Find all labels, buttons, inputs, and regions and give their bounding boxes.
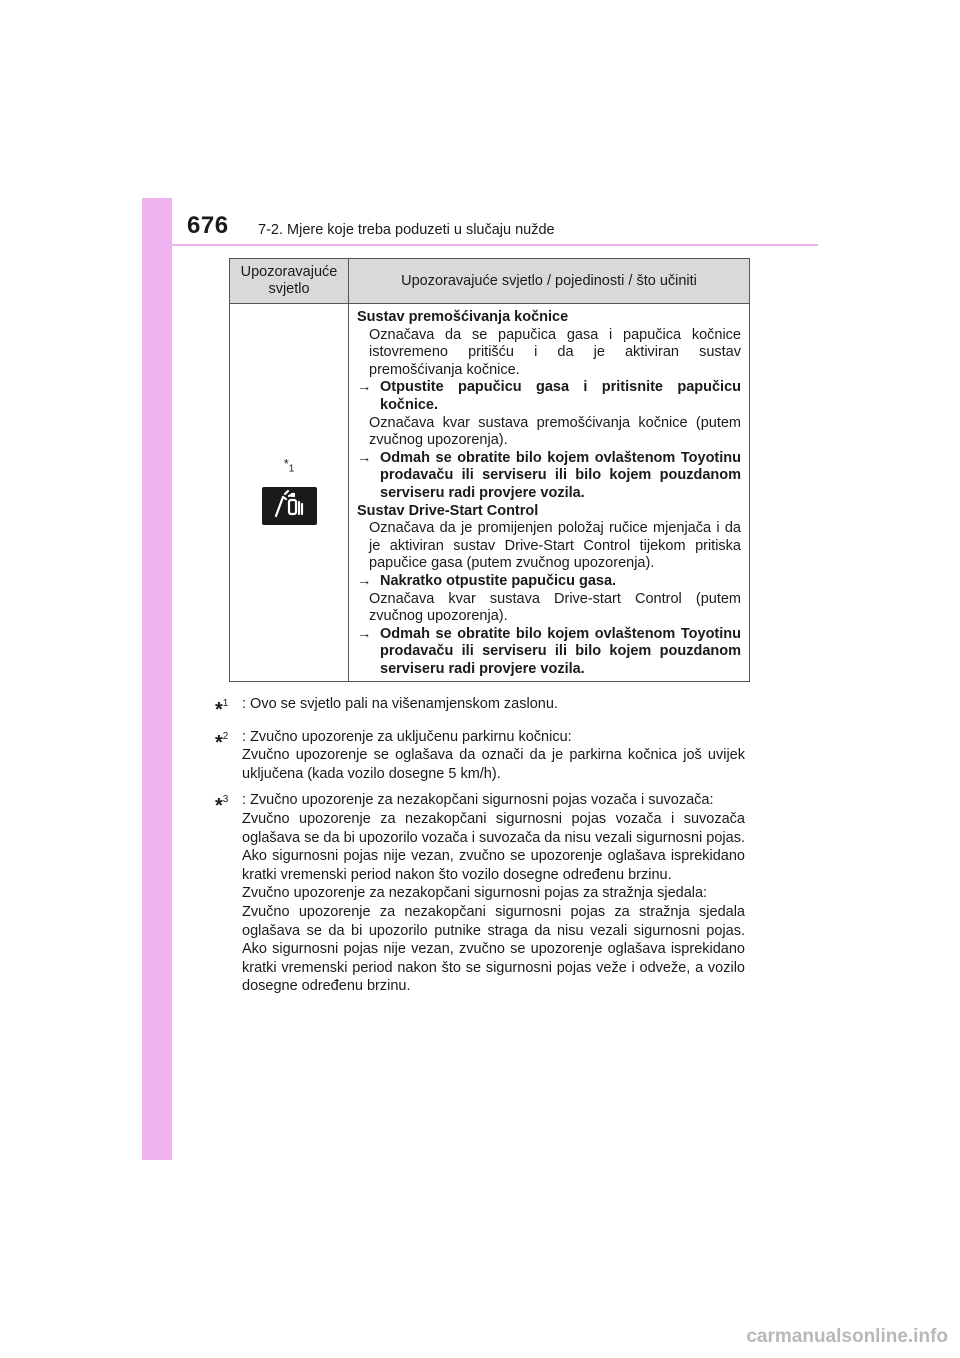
action-instruction: [357, 379, 741, 414]
description-text: Označava da je promijenjen položaj ručice mjenjača i da je aktiviran sustav Drive-Start Control tijekom pritiska papučice gasa (putem zvučnog upozorenja).: [369, 520, 741, 572]
warning-light-details: [349, 304, 750, 682]
watermark: carmanualsonline.info: [746, 1326, 948, 1347]
arrow-right-icon: →: [357, 379, 372, 396]
footnote-text: [242, 728, 745, 784]
page-number: 676: [187, 212, 229, 239]
warning-light-cell: [230, 304, 349, 682]
footnote: [215, 695, 745, 720]
footnote-text: [242, 791, 745, 996]
footnote-line: : Ovo se svjetlo pali na višenamjenskom zaslonu.: [242, 696, 558, 712]
action-text: Otpustite papučicu gasa i pritisnite papučicu kočnice.: [380, 379, 741, 413]
system-heading: Sustav premošćivanja kočnice: [357, 309, 569, 325]
column-header-light: Upozoravajuće svjetlo: [230, 259, 349, 304]
description-text: Označava kvar sustava Drive-start Control (putem zvučnog upozorenja).: [369, 590, 741, 625]
footnote-paragraph: Zvučno upozorenje za nezakopčani sigurnosni pojas za stražnja sjedala oglašava se da bi upozorilo putnike straga da nisu vezali sigurnosni pojas. Ako sigurnosni pojas nije vezan, zvučno se upozorenje oglašava isprekidano kratki vremenski period nakon što se sigurnosni pojas veže i odveže, a vozilo dosegne određenu brzinu.: [242, 903, 745, 995]
warning-light-table: [229, 258, 750, 682]
footnotes: [215, 695, 745, 1004]
action-text: Nakratko otpustite papučicu gasa.: [380, 572, 617, 589]
action-instruction: [357, 626, 741, 679]
footnote-line: : Zvučno upozorenje za nezakopčani sigurnosni pojas vozača i suvozača:: [242, 792, 714, 809]
action-instruction: [357, 573, 741, 591]
footnote-marker: *$^1$: [215, 698, 229, 721]
column-header-details: Upozoravajuće svjetlo / pojedinosti / što učiniti: [349, 259, 750, 304]
system-heading: Sustav Drive-Start Control: [357, 502, 539, 519]
footnote-text: [242, 695, 745, 720]
table-row: [230, 304, 750, 682]
chapter-side-band: [142, 198, 172, 1160]
footnote: [215, 728, 745, 784]
header-rule: [142, 244, 818, 246]
action-text: Odmah se obratite bilo kojem ovlaštenom Toyotinu prodavaču ili serviseru ili bilo kojem pouzdanom serviseru radi provjere vozila.: [380, 449, 741, 501]
arrow-right-icon: →: [357, 625, 372, 642]
action-instruction: [357, 450, 741, 503]
footnote-marker: *$^3$: [215, 794, 229, 818]
footnote-line: Zvučno upozorenje za nezakopčani sigurnosni pojas za stražnja sjedala:: [242, 885, 708, 902]
footnote: [215, 791, 745, 996]
action-text: Odmah se obratite bilo kojem ovlaštenom Toyotinu prodavaču ili serviseru ili bilo kojem pouzdanom serviseru radi provjere vozila.: [380, 625, 741, 677]
footnote-line: : Zvučno upozorenje za uključenu parkirnu kočnicu:: [242, 728, 572, 745]
footnote-paragraph: Zvučno upozorenje za nezakopčani sigurnosni pojas vozača i suvozača oglašava se da bi upozorilo vozača i suvozača da nisu vezali sigurnosni pojas. Ako sigurnosni pojas nije vezan, zvučno se upozorenje oglašava isprekidano kratki vremenski period nakon što vozilo dosegne određenu brzinu.: [242, 810, 745, 883]
description-text: Označava kvar sustava premošćivanja kočnice (putem zvučnog upozorenja).: [369, 414, 741, 449]
arrow-right-icon: →: [357, 572, 372, 589]
table-header-row: [230, 259, 750, 304]
brake-override-warning-icon: [262, 487, 317, 525]
footnote-marker: *$^2$: [215, 730, 229, 754]
footnote-marker: $*_1$: [283, 456, 295, 476]
section-title: 7-2. Mjere koje treba poduzeti u slučaju nužde: [258, 222, 555, 238]
footnote-paragraph: Zvučno upozorenje se oglašava da označi da je parkirna kočnica još uvijek uključena (kada vozilo dosegne 5 km/h).: [242, 747, 745, 782]
description-text: Označava da se papučica gasa i papučica kočnice istovremeno pritišću i da je aktiviran sustav premošćivanja kočnice.: [369, 326, 741, 378]
arrow-right-icon: →: [357, 449, 372, 466]
